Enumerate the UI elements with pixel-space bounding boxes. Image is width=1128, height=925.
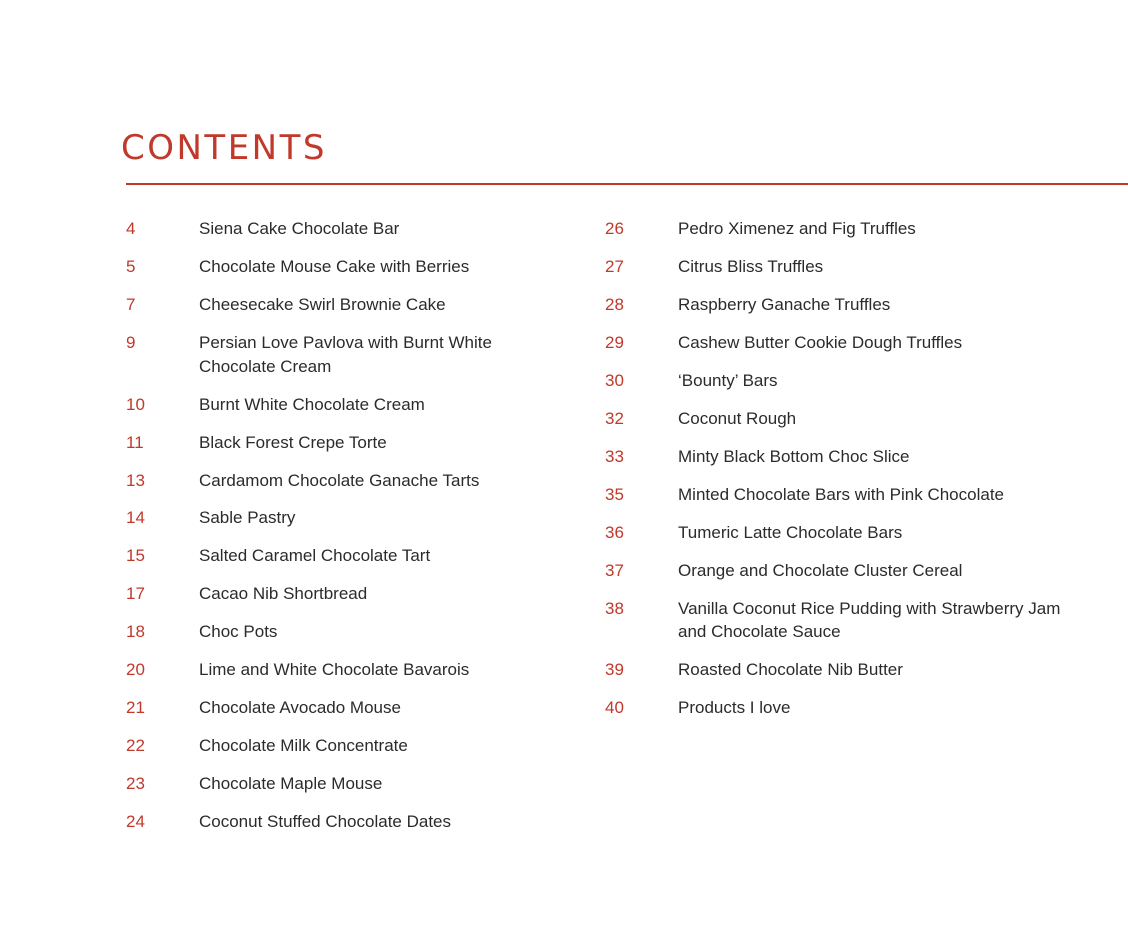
toc-entry-title: Cashew Butter Cookie Dough Truffles [678, 332, 963, 352]
toc-entry[interactable] [605, 293, 1075, 317]
toc-entry[interactable] [126, 255, 546, 279]
toc-entry[interactable] [605, 483, 1075, 507]
toc-entry-title: Pedro Ximenez and Fig Truffles [678, 219, 916, 238]
toc-page-number: 35 [605, 484, 624, 504]
toc-entry-title: Cardamom Chocolate Ganache Tarts [199, 470, 480, 490]
toc-entry[interactable] [126, 734, 546, 758]
toc-entry-title: Coconut Stuffed Chocolate Dates [199, 812, 452, 832]
toc-entry-title: Vanilla Coconut Rice Pudding with Strawberry Jam and Chocolate Sauce [678, 598, 1061, 642]
toc-entry[interactable] [605, 597, 1075, 644]
toc-page-number: 37 [605, 560, 624, 580]
toc-entry[interactable] [126, 810, 546, 834]
toc-entry[interactable] [605, 331, 1075, 355]
toc-entry-title: Lime and White Chocolate Bavarois [199, 660, 470, 680]
toc-left-column [126, 217, 546, 848]
toc-entry[interactable] [126, 469, 546, 493]
toc-entry-title: Products I love [678, 698, 791, 718]
toc-entry[interactable] [605, 696, 1075, 720]
toc-page-number: 26 [605, 219, 624, 238]
toc-entry-title: Cheesecake Swirl Brownie Cake [199, 294, 446, 314]
toc-page-number: 18 [126, 622, 145, 642]
toc-entry-title: Orange and Chocolate Cluster Cereal [678, 560, 963, 580]
toc-entry[interactable] [126, 544, 546, 568]
toc-entry-title: Choc Pots [199, 622, 278, 642]
toc-page-number: 14 [126, 508, 145, 528]
toc-page-number: 27 [605, 256, 624, 276]
toc-page-number: 32 [605, 408, 624, 428]
toc-page-number: 10 [126, 394, 145, 414]
toc-entry[interactable] [605, 445, 1075, 469]
toc-page-number: 36 [605, 522, 624, 542]
toc-entry-title: Citrus Bliss Truffles [678, 256, 824, 276]
toc-entry[interactable] [126, 331, 546, 378]
toc-page-number: 17 [126, 584, 145, 604]
toc-page-number: 22 [126, 736, 145, 756]
toc-entry[interactable] [126, 217, 546, 241]
toc-entry[interactable] [126, 696, 546, 720]
toc-entry[interactable] [126, 506, 546, 530]
toc-entry-title: Chocolate Milk Concentrate [199, 736, 408, 756]
page-title: CONTENTS [121, 128, 327, 168]
toc-entry-title: Burnt White Chocolate Cream [199, 394, 425, 414]
toc-entry-title: Chocolate Avocado Mouse [199, 698, 401, 718]
toc-page-number: 4 [126, 219, 136, 238]
toc-page-number: 39 [605, 660, 624, 680]
toc-entry-title: Raspberry Ganache Truffles [678, 294, 891, 314]
toc-page-number: 15 [126, 546, 145, 566]
toc-entry-title: Chocolate Maple Mouse [199, 774, 383, 794]
title-divider [126, 183, 1128, 185]
toc-page-number: 24 [126, 812, 145, 832]
toc-entry[interactable] [126, 582, 546, 606]
toc-entry[interactable] [126, 431, 546, 455]
toc-page-number: 9 [126, 332, 136, 352]
toc-entry[interactable] [605, 407, 1075, 431]
toc-entry[interactable] [126, 658, 546, 682]
toc-page-number: 13 [126, 470, 145, 490]
toc-page-number: 28 [605, 294, 624, 314]
toc-entry-title: Persian Love Pavlova with Burnt White Chocolate Cream [199, 332, 492, 376]
toc-entry-title: Siena Cake Chocolate Bar [199, 219, 400, 238]
toc-entry-title: Chocolate Mouse Cake with Berries [199, 256, 470, 276]
toc-entry[interactable] [605, 658, 1075, 682]
toc-entry[interactable] [126, 293, 546, 317]
toc-page-number: 21 [126, 698, 145, 718]
toc-entry-title: Minted Chocolate Bars with Pink Chocolate [678, 484, 1004, 504]
toc-page-number: 20 [126, 660, 145, 680]
toc-page-number: 29 [605, 332, 624, 352]
toc-right-column [605, 217, 1075, 734]
toc-entry[interactable] [605, 255, 1075, 279]
toc-entry-title: Minty Black Bottom Choc Slice [678, 446, 910, 466]
toc-entry-title: Black Forest Crepe Torte [199, 432, 387, 452]
toc-page-number: 23 [126, 774, 145, 794]
toc-entry-title: Coconut Rough [678, 408, 797, 428]
toc-entry-title: Sable Pastry [199, 508, 296, 528]
toc-entry-title: Tumeric Latte Chocolate Bars [678, 522, 903, 542]
toc-entry[interactable] [605, 521, 1075, 545]
toc-entry[interactable] [126, 620, 546, 644]
toc-entry-title: Roasted Chocolate Nib Butter [678, 660, 903, 680]
toc-page-number: 38 [605, 598, 624, 618]
toc-entry-title: Salted Caramel Chocolate Tart [199, 546, 431, 566]
toc-page-number: 11 [126, 432, 144, 452]
toc-entry[interactable] [605, 369, 1075, 393]
toc-page-number: 5 [126, 256, 136, 276]
toc-entry[interactable] [126, 772, 546, 796]
toc-entry[interactable] [605, 217, 1075, 241]
toc-entry-title: Cacao Nib Shortbread [199, 584, 368, 604]
toc-page-number: 33 [605, 446, 624, 466]
toc-entry[interactable] [605, 559, 1075, 583]
toc-page-number: 7 [126, 294, 136, 314]
toc-page-number: 40 [605, 698, 624, 718]
toc-page-number: 30 [605, 370, 624, 390]
toc-entry-title: ‘Bounty’ Bars [678, 370, 778, 390]
toc-entry[interactable] [126, 393, 546, 417]
